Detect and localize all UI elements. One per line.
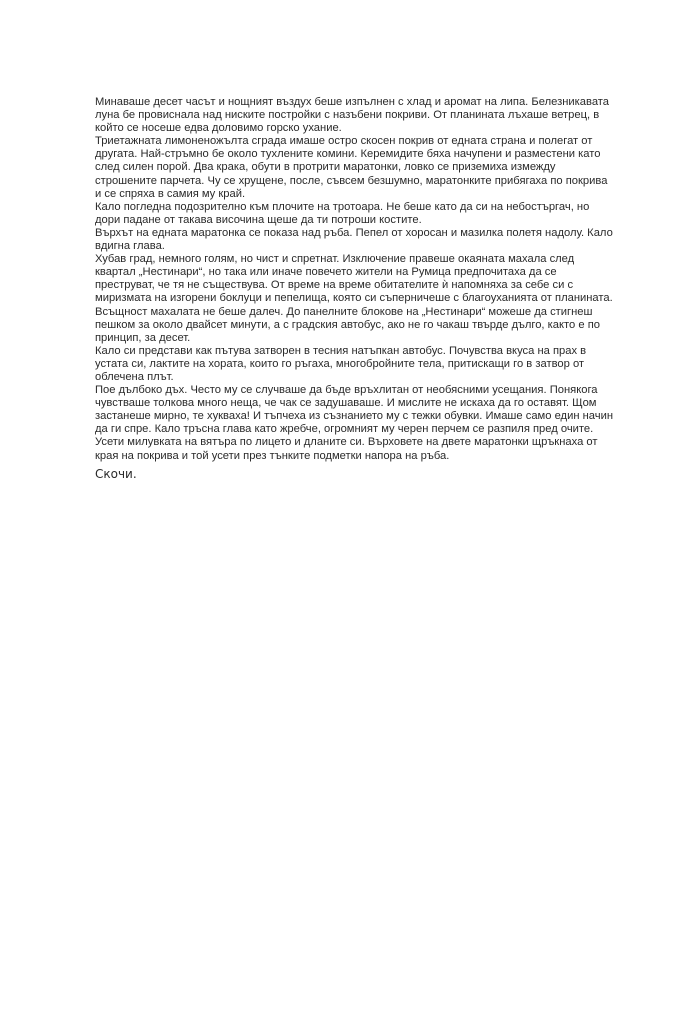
closing-word: Скочи. <box>95 466 137 481</box>
paragraph-5: Хубав град, немного голям, но чист и спретнат. Изключение правеше окаяната махала след квартал „Нестинари“, но така или иначе повечето жители на Румица предпочитаха да се преструват, че тя не съществува. От време на време обитателите ѝ напомняха за себе си с миризмата на изгорени боклуци и пепелища, която си съперничеше с благоуханията от планината. Всъщност махалата не беше далеч. До панелните блокове на „Нестинари“ можеше да стигнеш пешком за около двайсет минути, а с градския автобус, ако не го чакаш твърде дълго, както е по принцип, за десет. <box>95 253 613 344</box>
paragraph-3: Кало погледна подозрително към плочите на тротоара. Не беше като да си на небостъргач, но дори падане от такава височина щеше да ти потроши костите. <box>95 200 590 226</box>
paragraph-2: Триетажната лимоненожълта сграда имаше остро скосен покрив от едната страна и полегат от другата. Най-стръмно бе около тухлените комини. Керемидите бяха начупени и разместени като след силен порой. Два крака, обути в протрити маратонки, ловко се приземиха измежду строшените парчета. Чу се хрущене, после, съвсем безшумно, маратонките прибягаха по покрива и се спряха в самия му край. <box>95 135 608 200</box>
document-page <box>95 96 615 482</box>
paragraph-6: Кало си представи как пътува затворен в тесния натъпкан автобус. Почувства вкуса на прах в устата си, лактите на хората, които го ръгаха, многобройните тела, притискащи го в затвор от облечена плът. <box>95 344 587 383</box>
paragraph-4: Върхът на едната маратонка се показа над ръба. Пепел от хоросан и мазилка полетя надолу. Кало вдигна глава. <box>95 226 613 253</box>
paragraph-7: Пое дълбоко дъх. Често му се случваше да бъде връхлитан от необясними усещания. Понякога чувстваше толкова много неща, че чак се задушаваше. И мислите не искаха да го оставят. Щом застанеше мирно, те хукваха! И тъпчеха из съзнанието му с тежки обувки. Имаше само един начин да ги спре. Кало тръсна глава като жребче, огромният му черен перчем се разпиля пред очите. Усети милувката на вятъра по лицето и дланите си. Върховете на двете маратонки щръкнаха от края на покрива и той усети през тънките подметки напора на ръба. <box>95 384 614 462</box>
paragraph-1: Минаваше десет часът и нощният въздух беше изпълнен с хлад и аромат на липа. Белезникавата луна бе провиснала над ниските постройки с назъбени покриви. От планината лъхаше ветрец, в който се носеше едва доловимо горско ухание. <box>95 96 610 135</box>
